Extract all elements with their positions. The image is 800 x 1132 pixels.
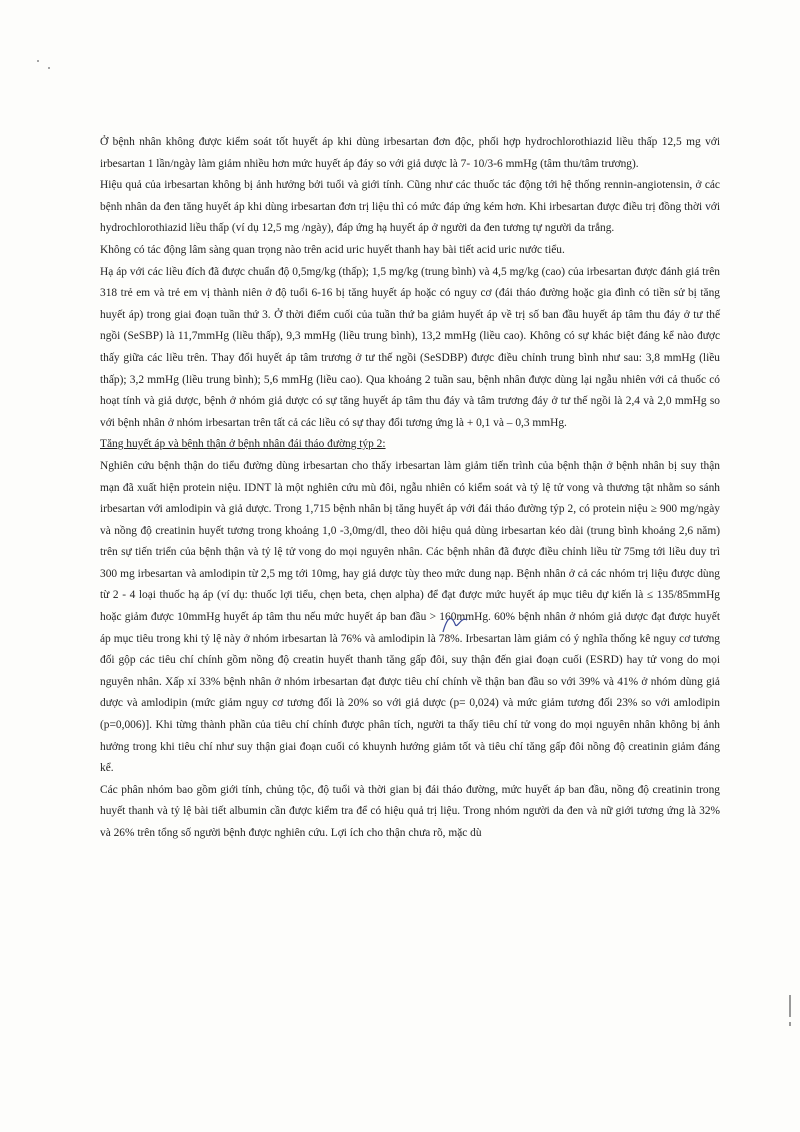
document-page — [100, 132, 720, 845]
scan-speck — [37, 60, 39, 62]
paragraph-uric-acid: Không có tác động lâm sàng quan trọng nào trên acid uric huyết thanh hay bài tiết acid uric nước tiểu. — [100, 243, 565, 256]
scan-edge-mark — [789, 995, 791, 1017]
scan-edge-mark — [789, 1022, 791, 1026]
pen-annotation-mark — [437, 610, 477, 638]
section-heading: Tăng huyết áp và bệnh thận ở bệnh nhân đái tháo đường týp 2: — [100, 438, 386, 451]
paragraph-idnt-study: Nghiên cứu bệnh thận do tiểu đường dùng irbesartan cho thấy irbesartan làm giảm tiến trình của bệnh thận ở bệnh nhân bị suy thận mạn đã xuất hiện protein niệu. IDNT là một nghiên cứu mù đôi, ngẫu nhiên có kiểm soát và tỷ lệ tử vong và thương tật nhằm so sánh irbesartan với amlodipin và giả dược. Trong 1,715 bệnh nhân bị tăng huyết áp với đái tháo đường týp 2, có protein niệu ≥ 900 mg/ngày và nồng độ creatinin huyết tương trong khoảng 1,0 -3,0mg/dl, theo dõi hiệu quả dùng irbesartan kéo dài (trung bình khoảng 2,6 năm) trên sự tiến triển của bệnh thận và tỷ lệ tử vong do mọi nguyên nhân. Các bệnh nhân đã được điều chỉnh liều từ 75mg tới liều duy trì 300 mg irbesartan và amlodipin từ 2,5 mg tới 10mg, hay giả dược tùy theo mức dung nạp. Bệnh nhân ở cả các nhóm trị liệu được dùng từ 2 - 4 loại thuốc hạ áp (ví dụ: thuốc lợi tiểu, chẹn beta, chẹn alpha) để đạt được mức huyết áp mục tiêu dự kiến là ≤ 135/85mmHg hoặc giảm được 10mmHg huyết áp tâm thu nếu mức huyết áp ban đầu > 160mmHg. 60% bệnh nhân ở nhóm giả dược đạt được huyết áp mục tiêu trong khi tỷ lệ này ở nhóm irbesartan là 76% và amlodipin là 78%. Irbesartan làm giảm có ý nghĩa thống kê nguy cơ tương đối gộp các tiêu chí chính gồm nồng độ creatin huyết thanh tăng gấp đôi, suy thận đến giai đoạn cuối (ESRD) hay tử vong do mọi nguyên nhân. Xấp xỉ 33% bệnh nhân ở nhóm irbesartan đạt được tiêu chí chính về thận ban đầu so với 39% và 41% ở nhóm dùng giả dược và amlodipin (mức giảm nguy cơ tương đối là 20% so với giả dược (p= 0,024) và mức giảm tương đối 23% so với amlodipin (p=0,006)]. Khi từng thành phần của tiêu chí chính được phân tích, người ta thấy tiêu chí tử vong do mọi nguyên nhân không bị ảnh hưởng trong khi tiêu chí như suy thận giai đoạn cuối có khuynh hướng giảm tốt và tiêu chí tăng gấp đôi nồng độ creatinin giảm đáng kể. — [100, 459, 720, 775]
paragraph-subgroups: Các phân nhóm bao gồm giới tính, chủng tộc, độ tuổi và thời gian bị đái tháo đường, mức huyết áp ban đầu, nồng độ creatinin trong huyết thanh và tỷ lệ bài tiết albumin cần được kiểm tra để có hiệu quả trị liệu. Trong nhóm người da đen và nữ giới tương ứng là 32% và 26% trên tổng số người bệnh được nghiên cứu. Lợi ích cho thận chưa rõ, mặc dù — [100, 783, 720, 839]
scan-speck — [48, 67, 50, 69]
paragraph-pediatric-doses: Hạ áp với các liều đích đã được chuẩn độ 0,5mg/kg (thấp); 1,5 mg/kg (trung bình) và 4,5 mg/kg (cao) của irbesartan được đánh giá trên 318 trẻ em và trẻ em vị thành niên ở độ tuổi 6-16 bị tăng huyết áp hoặc có nguy cơ (đái tháo đường hoặc gia đình có tiền sử bị tăng huyết áp) trong giai đoạn tuần thứ 3. Ở thời điểm cuối của tuần thứ ba giảm huyết áp về trị số ban đầu huyết áp tâm thu đáy ở tư thế ngồi (SeSBP) là 11,7mmHg (liều thấp), 9,3 mmHg (liều trung bình), 13,2 mmHg (liều cao). Không có sự khác biệt đáng kể nào được thấy giữa các liều trên. Thay đổi huyết áp tâm trương ở tư thế ngồi (SeSDBP) được điều chỉnh trung bình như sau: 3,8 mmHg (liều thấp); 3,2 mmHg (liều trung bình); 5,6 mmHg (liều cao). Qua khoảng 2 tuần sau, bệnh nhân được dùng lại ngẫu nhiên với cả thuốc có hoạt tính và giả dược, bệnh ở nhóm giả dược có sự tăng huyết áp tâm thu đáy và tâm trương đáy ở tư thế ngồi là 2,4 và 2,0 mmHg so với bệnh nhân ở nhóm irbesartan trên tất cả các liều có sự thay đổi tương ứng là + 0,1 và – 0,3 mmHg. — [100, 265, 720, 429]
paragraph-combination-therapy: Ở bệnh nhân không được kiểm soát tốt huyết áp khi dùng irbesartan đơn độc, phối hợp hydrochlorothiazid liều thấp 12,5 mg với irbesartan 1 lần/ngày làm giảm nhiều hơn mức huyết áp đáy so với giả dược là 7- 10/3-6 mmHg (tâm thu/tâm trương). — [100, 136, 720, 170]
paragraph-efficacy-age-gender: Hiệu quả của irbesartan không bị ảnh hưởng bởi tuổi và giới tính. Cũng như các thuốc tác động tới hệ thống rennin-angiotensin, ở các bệnh nhân da đen tăng huyết áp khi dùng irbesartan đơn trị liệu thì có mức đáp ứng kém hơn. Khi irbesartan được điều trị đồng thời với hydrochlorothiazid liều thấp (ví dụ 12,5 mg /ngày), đáp ứng hạ huyết áp ở người da đen tương tự người da trắng. — [100, 179, 720, 235]
